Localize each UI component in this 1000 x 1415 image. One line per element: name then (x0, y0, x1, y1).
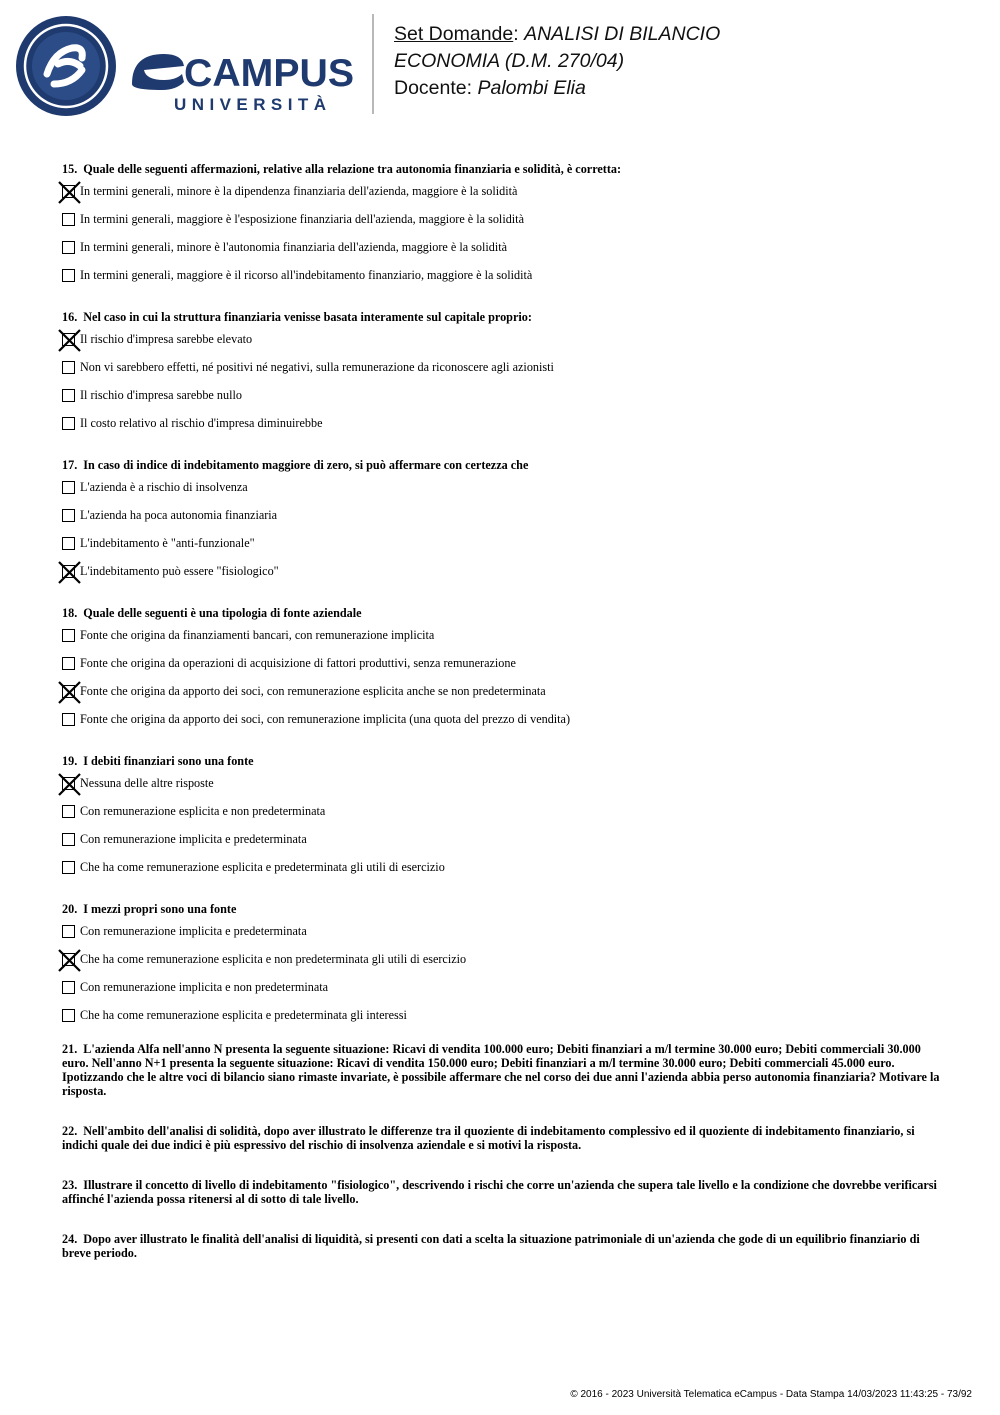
answer-checkbox[interactable] (62, 481, 75, 494)
question-text: I debiti finanziari sono una fonte (83, 754, 254, 768)
set-separator: : (513, 23, 525, 45)
ecampus-logo (14, 14, 359, 118)
answer-checkbox[interactable] (62, 925, 75, 938)
answer-text: Fonte che origina da apporto dei soci, con remunerazione implicita (una quota del prezzo di vendita) (80, 712, 571, 726)
answer-checkbox[interactable] (62, 685, 75, 698)
open-question-22 (62, 1124, 942, 1152)
answer-text: Con remunerazione implicita e predeterminata (80, 924, 307, 938)
answer-checkbox[interactable] (62, 981, 75, 994)
answer-checkbox[interactable] (62, 389, 75, 402)
question-text: Dopo aver illustrato le finalità dell'analisi di liquidità, si presenti con dati a scelta la situazione patrimoniale di un'azienda che gode di un equilibrio finanziario di breve periodo. (62, 1232, 920, 1260)
question-15 (62, 162, 942, 296)
answer-option (62, 564, 942, 592)
question-text: Quale delle seguenti affermazioni, relative alla relazione tra autonomia finanziaria e solidità, è corretta: (83, 162, 622, 176)
answer-option (62, 416, 942, 444)
answer-checkbox[interactable] (62, 333, 75, 346)
checked-x-mark (57, 328, 82, 353)
question-20 (62, 902, 942, 1036)
page-header (0, 0, 1000, 130)
answer-option (62, 268, 942, 296)
answer-checkbox[interactable] (62, 537, 75, 550)
docente-name: Palombi Elia (477, 77, 586, 99)
question-number: 19. (62, 754, 78, 768)
question-text: In caso di indice di indebitamento maggiore di zero, si può affermare con certezza che (83, 458, 529, 472)
answer-text: Fonte che origina da finanziamenti bancari, con remunerazione implicita (80, 628, 435, 642)
question-title (62, 310, 942, 324)
answer-checkbox[interactable] (62, 833, 75, 846)
answer-text: In termini generali, minore è l'autonomia finanziaria dell'azienda, maggiore è la solidità (80, 240, 508, 254)
answer-text: In termini generali, maggiore è l'esposizione finanziaria dell'azienda, maggiore è la solidità (80, 212, 524, 226)
answer-option (62, 952, 942, 980)
open-question-24 (62, 1232, 942, 1260)
logo-main-text: CAMPUS (184, 52, 354, 95)
logo-sub-text: UNIVERSITÀ (174, 95, 326, 114)
question-title (62, 458, 942, 472)
answer-checkbox[interactable] (62, 241, 75, 254)
answer-checkbox[interactable] (62, 1009, 75, 1022)
question-text: Quale delle seguenti è una tipologia di fonte aziendale (83, 606, 362, 620)
answer-text: Fonte che origina da apporto dei soci, con remunerazione esplicita anche se non predeterminata (80, 684, 546, 698)
header-separator (372, 14, 374, 114)
answer-option (62, 860, 942, 888)
answer-option (62, 536, 942, 564)
answer-option (62, 212, 942, 240)
question-title (62, 606, 942, 620)
answer-option (62, 980, 942, 1008)
page-footer: © 2016 - 2023 Università Telematica eCampus - Data Stampa 14/03/2023 11:43:25 - 73/92 (570, 1389, 972, 1400)
answer-text: L'indebitamento può essere "fisiologico" (80, 564, 279, 578)
course-name: ANALISI DI BILANCIO (524, 23, 721, 45)
answer-checkbox[interactable] (62, 953, 75, 966)
question-title (62, 902, 942, 916)
answer-text: Con remunerazione implicita e predeterminata (80, 832, 307, 846)
question-18 (62, 606, 942, 740)
answer-text: Nessuna delle altre risposte (80, 776, 214, 790)
answer-text: Non vi sarebbero effetti, né positivi né negativi, sulla remunerazione da riconoscere agli azionisti (80, 360, 554, 374)
question-text: Nell'ambito dell'analisi di solidità, dopo aver illustrato le differenze tra il quoziente di indebitamento complessivo ed il quoziente di indebitamento finanziario, si indichi quale dei due indici è più espressivo del rischio di insolvenza aziendale e si motivi la risposta. (62, 1124, 915, 1152)
answer-option (62, 388, 942, 416)
answer-option (62, 628, 942, 656)
open-question-21 (62, 1042, 942, 1098)
answer-checkbox[interactable] (62, 185, 75, 198)
question-16 (62, 310, 942, 444)
question-number: 16. (62, 310, 78, 324)
answer-text: Che ha come remunerazione esplicita e predeterminata gli utili di esercizio (80, 860, 445, 874)
header-line-3 (394, 75, 720, 102)
question-number: 18. (62, 606, 78, 620)
answer-option (62, 480, 942, 508)
answer-option (62, 924, 942, 952)
question-number: 21. (62, 1042, 78, 1056)
answer-option (62, 832, 942, 860)
answer-text: L'indebitamento è "anti-funzionale" (80, 536, 255, 550)
docente-label: Docente: (394, 77, 478, 99)
answer-option (62, 332, 942, 360)
question-text: L'azienda Alfa nell'anno N presenta la seguente situazione: Ricavi di vendita 100.000 euro; Debiti finanziari a m/l termine 30.000 euro; Debiti commerciali 30.000 euro. Nell'anno N+1 presenta la seguente situazione: Ricavi di vendita 150.000 euro; Debiti finanziari a m/l termine 30.000 euro; Debiti commerciali 45.000 euro. Ipotizzando che le altre voci di bilancio siano rimaste invariate, è possibile affermare che nel corso dei due anni l'azienda abbia perso autonomia finanziaria? Motivare la risposta. (62, 1042, 940, 1098)
answer-option (62, 1008, 942, 1036)
question-text: Illustrare il concetto di livello di indebitamento "fisiologico", descrivendo i rischi che corre un'azienda che supera tale livello e la condizione che dovrebbe verificarsi affinché l'azienda possa ritenersi al di sotto di tale livello. (62, 1178, 937, 1206)
answer-checkbox[interactable] (62, 417, 75, 430)
answer-option (62, 656, 942, 684)
question-text: Nel caso in cui la struttura finanziaria venisse basata interamente sul capitale proprio: (83, 310, 532, 324)
course-degree: ECONOMIA (D.M. 270/04) (394, 50, 625, 72)
answer-checkbox[interactable] (62, 777, 75, 790)
question-number: 24. (62, 1232, 78, 1246)
answer-option (62, 184, 942, 212)
question-title (62, 754, 942, 768)
answer-text: L'azienda ha poca autonomia finanziaria (80, 508, 278, 522)
answer-text: Il costo relativo al rischio d'impresa diminuirebbe (80, 416, 323, 430)
answer-checkbox[interactable] (62, 213, 75, 226)
answer-text: Che ha come remunerazione esplicita e predeterminata gli interessi (80, 1008, 407, 1022)
answer-checkbox[interactable] (62, 657, 75, 670)
question-19 (62, 754, 942, 888)
checked-x-mark (57, 680, 82, 705)
set-label: Set Domande (394, 23, 514, 45)
checked-x-mark (57, 180, 82, 205)
checked-x-mark (57, 772, 82, 797)
answer-checkbox[interactable] (62, 629, 75, 642)
answer-option (62, 360, 942, 388)
answer-option (62, 684, 942, 712)
question-text: I mezzi propri sono una fonte (83, 902, 237, 916)
answer-text: Il rischio d'impresa sarebbe nullo (80, 388, 242, 402)
header-info (394, 21, 720, 102)
open-question-23 (62, 1178, 942, 1206)
answer-option (62, 804, 942, 832)
header-line-1 (394, 21, 720, 48)
answer-option (62, 712, 942, 740)
answer-text: Con remunerazione implicita e non predeterminata (80, 980, 329, 994)
question-number: 15. (62, 162, 78, 176)
questions-list (62, 162, 942, 1260)
answer-option (62, 508, 942, 536)
answer-text: Fonte che origina da operazioni di acquisizione di fattori produttivi, senza remunerazione (80, 656, 516, 670)
question-number: 17. (62, 458, 78, 472)
answer-text: L'azienda è a rischio di insolvenza (80, 480, 248, 494)
answer-option (62, 240, 942, 268)
answer-text: Con remunerazione esplicita e non predeterminata (80, 804, 326, 818)
question-number: 20. (62, 902, 78, 916)
question-number: 23. (62, 1178, 78, 1192)
question-number: 22. (62, 1124, 78, 1138)
answer-checkbox[interactable] (62, 361, 75, 374)
answer-text: In termini generali, minore è la dipendenza finanziaria dell'azienda, maggiore è la solidità (80, 184, 518, 198)
answer-checkbox[interactable] (62, 565, 75, 578)
checked-x-mark (57, 948, 82, 973)
answer-text: Che ha come remunerazione esplicita e non predeterminata gli utili di esercizio (80, 952, 467, 966)
answer-checkbox[interactable] (62, 509, 75, 522)
answer-text: In termini generali, maggiore è il ricorso all'indebitamento finanziario, maggiore è la solidità (80, 268, 533, 282)
answer-checkbox[interactable] (62, 269, 75, 282)
answer-text: Il rischio d'impresa sarebbe elevato (80, 332, 253, 346)
question-17 (62, 458, 942, 592)
question-title (62, 162, 942, 176)
answer-option (62, 776, 942, 804)
answer-checkbox[interactable] (62, 713, 75, 726)
answer-checkbox[interactable] (62, 805, 75, 818)
checked-x-mark (57, 560, 82, 585)
answer-checkbox[interactable] (62, 861, 75, 874)
